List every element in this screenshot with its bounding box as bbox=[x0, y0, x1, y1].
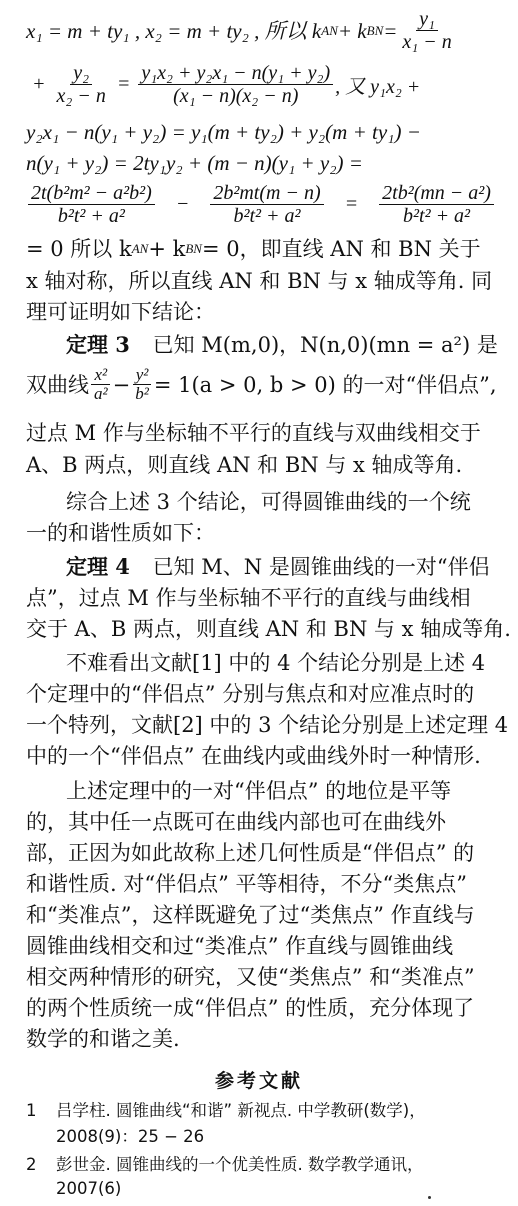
fraction-denominator: b²t² + a² bbox=[403, 205, 471, 227]
text-segment: + k bbox=[148, 237, 186, 261]
reference-item-1 bbox=[26, 1098, 506, 1124]
text-segment: = 0 所以 k bbox=[26, 237, 132, 261]
paragraph-2-line-4: 中的一个“伴侣点” 在曲线内或曲线外时一种情形. bbox=[26, 744, 481, 768]
theorem-3-line-4: A、B 两点，则直线 AN 和 BN 与 x 轴成等角. bbox=[26, 453, 463, 477]
theorem-4-label: 定理 4 bbox=[66, 554, 130, 579]
equation-line-4: n(y₁ + y₂) = 2ty₁y₂ + (m − n)(y₁ + y₂) = bbox=[26, 151, 363, 175]
equation-line-2: + $\frac{\text{y₂}}{\text{x₂ − n}}$ = $\frac{\text{y₁x₂ + y₂x₁ − n(y₁ + y₂)}}{\text{(x₁ − n)(x₂ − n)}}$ , 又 y₁x₂ + bbox=[32, 62, 421, 107]
reference-number: 1 bbox=[26, 1101, 37, 1120]
paragraph-3-line-4: 和谐性质. 对“伴侣点” 平等相待，不分“类焦点” bbox=[26, 872, 467, 896]
fraction-denominator: b²t² + a² bbox=[233, 205, 301, 227]
reference-text: 吕学柱. 圆锥曲线“和谐” 新视点. 中学教研(数学)， bbox=[56, 1101, 426, 1120]
fraction-denominator: b²t² + a² bbox=[57, 205, 125, 227]
paragraph-3-line-2: 的，其中任一点既可在曲线内部也可在曲线外 bbox=[26, 810, 446, 834]
fraction-numerator: y₁ bbox=[416, 8, 438, 31]
text-line-8: 理可证明如下结论： bbox=[26, 300, 215, 324]
subscript: AN bbox=[321, 22, 338, 38]
reference-number: 2 bbox=[26, 1155, 37, 1174]
equation-line-5: $\frac{\text{2t(b²m² − a²b²)}}{\text{b²t² + a²}}$ − $\frac{\text{2b²mt(m − n)}}{\text{b²t² + a²}}$ = $\frac{\text{2tb²(mn − a²)}}{\text{b²t² + a²}}$ bbox=[26, 182, 496, 227]
fraction-numerator: 2b²mt(m − n) bbox=[210, 182, 323, 205]
theorem-3-line-1 bbox=[26, 330, 500, 360]
text-segment: , 又 y₁x₂ + bbox=[335, 76, 421, 98]
fraction-denominator: b² bbox=[135, 384, 149, 403]
theorem-3-line-3: 过点 M 作与坐标轴不平行的直线与双曲线相交于 bbox=[26, 421, 481, 445]
fraction-numerator: 2tb²(mn − a²) bbox=[379, 182, 494, 205]
text-segment: = bbox=[383, 18, 398, 43]
fraction-x2-over-a2 bbox=[91, 366, 111, 403]
fraction-numerator: 2t(b²m² − a²b²) bbox=[28, 182, 155, 205]
text-segment: = 1(a > 0, b > 0) 的一对“伴侣点”, bbox=[153, 372, 497, 397]
fraction-term-1 bbox=[28, 182, 155, 227]
fraction-denominator: x₂ − n bbox=[56, 85, 106, 107]
fraction-denominator: x₁ − n bbox=[402, 31, 452, 53]
references-heading: 参考文献 bbox=[214, 1070, 303, 1092]
fraction-y2-over-x2-n bbox=[54, 62, 109, 107]
paragraph-3-line-6: 圆锥曲线相交和过“类准点” 作直线与圆锥曲线 bbox=[26, 934, 454, 958]
theorem-3-line-2 bbox=[26, 366, 500, 403]
fraction-numerator: x² bbox=[91, 366, 110, 385]
equation-line-1 bbox=[26, 8, 500, 53]
text-segment: x₁ = m + ty₁ , x₂ = m + ty₂ , 所以 k bbox=[26, 18, 322, 43]
text-line-6 bbox=[26, 234, 500, 264]
text-segment: 双曲线 bbox=[26, 372, 89, 397]
equation-line-3: y₂x₁ − n(y₁ + y₂) = y₁(m + ty₂) + y₂(m + ty₁) − bbox=[26, 120, 421, 144]
theorem-4-text: 已知 M、N 是圆锥曲线的一对“伴侣 bbox=[152, 555, 490, 579]
paragraph-3-line-7: 相交两种情形的研究，又使“类焦点” 和“类准点” bbox=[26, 965, 475, 989]
fraction-numerator: y₂ bbox=[70, 62, 92, 85]
fraction-combined bbox=[138, 62, 333, 107]
paragraph-2-line-3: 一个特列，文献[2] 中的 3 个结论分别是上述定理 4 bbox=[26, 713, 509, 737]
paragraph-3-line-1: 上述定理中的一对“伴侣点” 的地位是平等 bbox=[66, 779, 452, 803]
summary-line-1: 综合上述 3 个结论，可得圆锥曲线的一个统 bbox=[66, 490, 471, 514]
fraction-y1-over-x1-n bbox=[399, 8, 454, 53]
minus-sign: − bbox=[112, 372, 131, 397]
reference-item-2 bbox=[26, 1152, 506, 1178]
fraction-term-3 bbox=[379, 182, 494, 227]
theorem-3-label: 定理 3 bbox=[66, 332, 130, 357]
fraction-numerator: y² bbox=[133, 366, 152, 385]
fraction-denominator: (x₁ − n)(x₂ − n) bbox=[173, 85, 299, 107]
text-line-7: x 轴对称，所以直线 AN 和 BN 与 x 轴成等角. 同 bbox=[26, 269, 493, 293]
fraction-denominator: a² bbox=[94, 384, 108, 403]
fraction-numerator: y₁x₂ + y₂x₁ − n(y₁ + y₂) bbox=[138, 62, 333, 85]
text-segment: + k bbox=[337, 18, 367, 43]
theorem-4-line-2: 点”，过点 M 作与坐标轴不平行的直线与曲线相 bbox=[26, 586, 471, 610]
paragraph-3-line-8: 的两个性质统一成“伴侣点” 的性质，充分体现了 bbox=[26, 996, 475, 1020]
fraction-term-2 bbox=[210, 182, 323, 227]
theorem-4-line-3: 交于 A、B 两点，则直线 AN 和 BN 与 x 轴成等角. bbox=[26, 617, 511, 641]
paragraph-3-line-5: 和“类准点”，这样既避免了过“类焦点” 作直线与 bbox=[26, 903, 475, 927]
print-speck bbox=[428, 1196, 431, 1199]
paragraph-2-line-2: 个定理中的“伴侣点” 分别与焦点和对应准点时的 bbox=[26, 682, 475, 706]
paragraph-3-line-9: 数学的和谐之美. bbox=[26, 1027, 180, 1051]
reference-text-continued: 2008(9)：25 − 26 bbox=[56, 1127, 205, 1146]
summary-line-2: 一的和谐性质如下： bbox=[26, 521, 215, 545]
fraction-y2-over-b2 bbox=[132, 366, 152, 403]
subscript: AN bbox=[131, 241, 149, 256]
subscript: BN bbox=[185, 241, 202, 256]
theorem-4-line-1 bbox=[26, 552, 500, 582]
paragraph-3-line-3: 部，正因为如此故称上述几何性质是“伴侣点” 的 bbox=[26, 841, 475, 865]
theorem-3-text: 已知 M(m,0)，N(n,0)(mn = a²) 是 bbox=[152, 333, 498, 357]
subscript: BN bbox=[366, 22, 384, 38]
reference-text: 彭世金. 圆锥曲线的一个优美性质. 数学教学通讯， bbox=[56, 1155, 424, 1174]
text-segment: = 0，即直线 AN 和 BN 关于 bbox=[201, 237, 481, 261]
reference-text-continued: 2007(6) bbox=[56, 1179, 122, 1198]
paragraph-2-line-1: 不难看出文献[1] 中的 4 个结论分别是上述 4 bbox=[66, 651, 486, 675]
